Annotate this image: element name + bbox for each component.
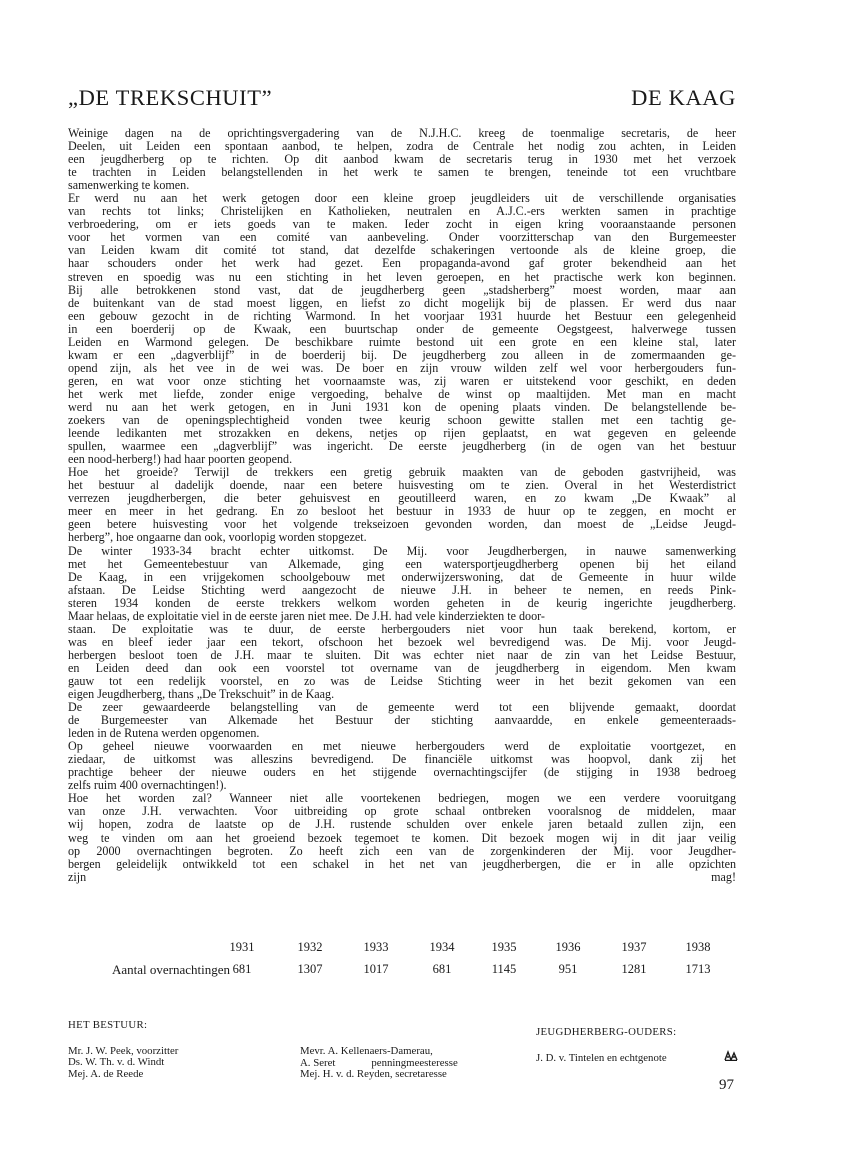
stats-value-cell: 1017 (363, 962, 389, 976)
text-line: haar schouders onder het werk had gezet. Een propaganda-avond gaf groter bekendheid aan het (68, 257, 736, 271)
bestuur-member-name: A. Seret (300, 1056, 336, 1069)
text-line: de Burgemeester van Alkemade het Bestuur der stichting aanvaardde, en enkele gemeenteraads- (68, 714, 736, 728)
text-line: een nood-herberg!) had haar poorten geopend. (68, 453, 293, 467)
text-line: Op geheel nieuwe voorwaarden en met nieuwe herbergouders werd de exploitatie voortgezet, en (68, 740, 736, 754)
text-line: gauw tot een redelijk voorstel, en zo was de Leidse Stichting weer in het bezit gekomen van een (68, 674, 736, 688)
page-number: 97 (719, 1077, 734, 1093)
text-line: was en bleef ieder jaar een tekort, ofschoon het bezoek wel bevredigend was. De Mij. voor Jeugd- (68, 635, 736, 649)
stats-years-row (68, 940, 736, 962)
jeugdherberg-logo-icon (724, 1050, 738, 1061)
ouders-name: J. D. v. Tintelen en echtgenote (536, 1051, 667, 1064)
bestuur-column-2 (300, 1046, 458, 1081)
text-line: samenwerking te komen. (68, 179, 190, 193)
text-line: geren, en wat voor onze stichting het voornaamste was, zij waren er uitstekend voor geschikt, en deden (68, 374, 736, 388)
text-line: leden in de Rutena werden opgenomen. (68, 727, 260, 741)
stats-value-cell: 681 (432, 962, 452, 976)
text-line: het werk met liefde, zonder enige vergoeding, behalve de winst op maaltijden. Met man en macht (68, 387, 736, 401)
text-line: Bij alle betrokkenen stond vast, dat de jeugdherberg geen „stadsherberg” moest worden, maar aan (68, 283, 736, 297)
document-page (68, 0, 736, 1166)
text-line: Er werd nu aan het werk getogen door een kleine groep jeugdleiders uit de verschillende organisaties (68, 192, 736, 206)
text-line: wij hopen, zodra de laatste op de J.H. rustende schulden over enkele jaren betaald zullen zijn, een (68, 818, 736, 832)
bestuur-member: Ds. W. Th. v. d. Windt (68, 1056, 165, 1068)
stats-value-cell: 1713 (685, 962, 711, 976)
stats-value-cell: 1145 (491, 962, 517, 976)
stats-value-cell: 1281 (621, 962, 647, 976)
bestuur-member: Mevr. A. Kellenaers-Damerau, (300, 1045, 433, 1057)
text-line: staan. De exploitatie was te duur, de eerste herbergouders niet voor hun taak berekend, kortom, er (68, 622, 736, 636)
stats-year-cell: 1934 (429, 940, 455, 954)
bestuur-heading: HET BESTUUR: (68, 1019, 148, 1031)
text-line: op 2000 overnachtingen begroten. Zo heeft zich een van de zorgenkinderen der Mij. voor Jeugdher- (68, 844, 736, 858)
text-line: steren 1934 konden de eerste trekkers welkom worden geheten in de keurig ingerichte jeugdherberg. (68, 596, 736, 610)
text-line: Maar helaas, de exploitatie viel in de eerste jaren niet mee. De J.H. had vele kinderziekten te door- (68, 609, 545, 623)
stats-year-cell: 1937 (621, 940, 647, 954)
stats-value-cell: 681 (232, 962, 252, 976)
stats-value-cell: 951 (558, 962, 578, 976)
text-line: zoekers van de openingsplechtigheid vonden twee keurig schoon gewitte stallen met een tachtig ge- (68, 414, 736, 428)
bestuur-member-role: penningmeesteresse (371, 1056, 458, 1069)
page-header (68, 85, 736, 115)
text-line: De Kaag, in een vrijgekomen schoolgebouw met onderwijzerswoning, dat de Gemeente in huur wilde (68, 570, 736, 584)
text-line: de buitenkant van de stad moest liggen, en liefst zo dicht mogelijk bij de plassen. Er werd dus naar (68, 296, 736, 310)
stats-value-cell: 1307 (297, 962, 323, 976)
text-line: De winter 1933-34 bracht echter uitkomst. De Mij. voor Jeugdherbergen, in nauwe samenwerking (68, 544, 736, 558)
bestuur-member: Mej. H. v. d. Reyden, secretaresse (300, 1068, 447, 1080)
text-line: te trachten in Leiden belangstellenden in het werk te samen te brengen, teneinde tot een vruchtbare (68, 166, 736, 180)
stats-year-cell: 1938 (685, 940, 711, 954)
text-line: verbroedering, om er iets goeds van te maken. Ieder zocht in eigen kring vooraanstaande personen (68, 218, 736, 232)
text-line: geen betere huisvesting voor het volgende trekseizoen gevonden worden, dan moest de „Leidse Jeugd- (68, 518, 736, 532)
stats-label: Aantal overnachtingen (112, 962, 231, 977)
text-line: herberg”, hoe ongaarne dan ook, voorlopig worden stopgezet. (68, 531, 367, 545)
ouders-column (536, 1027, 676, 1064)
article-title: „DE TREKSCHUIT” (68, 85, 273, 110)
ouders-heading: JEUGDHERBERG-OUDERS: (536, 1026, 677, 1038)
text-line: ziedaar, de uitkomst was alleszins bevredigend. De financiële uitkomst was hoopvol, dank zij het (68, 753, 736, 767)
text-line: weg te vinden om aan het groeiend bezoek tegemoet te komen. Dit bezoek mogen wij in dit jaar veilig (68, 831, 736, 845)
overnight-stats-table (68, 940, 736, 984)
text-line: Weinige dagen na de oprichtingsvergadering van de N.J.H.C. kreeg de toenmalige secretaris, de heer (68, 127, 736, 140)
text-line: prachtige beheer der nieuwe ouders en het stijgende overnachtingscijfer (de stijging in 1938 bedroeg (68, 766, 736, 780)
location-title: DE KAAG (631, 85, 736, 110)
text-line: van Leiden kwam dit comité tot stand, dat dezelfde schakeringen vertoonde als de kleine groep, die (68, 244, 736, 258)
text-line: afstaan. De Leidse Stichting werd aangezocht de nieuwe J.H. in beheer te nemen, en reeds Pink- (68, 583, 736, 597)
article-body (68, 127, 736, 884)
stats-values-row (68, 962, 736, 984)
stats-year-cell: 1933 (363, 940, 389, 954)
text-line: eigen Jeugdherberg, thans „De Trekschuit” in de Kaag. (68, 688, 335, 702)
text-line: met het Gemeentebestuur van Alkemade, ging een watersportjeugdherberg openen bij het eiland (68, 557, 736, 571)
bestuur-member: Mej. A. de Reede (68, 1067, 144, 1080)
text-line: van onze J.H. verwachten. Voor uitbreiding op grote schaal ontbreken vooralsnog de middelen, maar (68, 805, 736, 819)
text-line: zelfs ruim 400 overnachtingen!). (68, 779, 227, 793)
text-line: Deelen, uit Leiden een spontaan aanbod, te helpen, zodra de Centrale het nodig zou achten, in Leiden (68, 140, 736, 154)
text-line: een gebouw gezocht in de richting Warmond. In het voorjaar 1931 huurde het Bestuur een gelegenheid (68, 309, 736, 323)
text-line: herbergen besloot toen de J.H. maar te sluiten. Dit was echter niet naar de zin van het Leidse Bestuur, (68, 648, 736, 662)
text-line: een jeugdherberg op te richten. Op dit aanbod kwam de secretaris terug in 1930 met het verzoek (68, 153, 736, 167)
text-line: De zeer gewaardeerde belangstelling van de gemeente werd tot een blijvende gemaakt, doordat (68, 701, 736, 715)
text-line: bergen geleidelijk ontwikkeld tot een schakel in het net van jeugdherbergen, die er in alle opzichten (68, 857, 736, 871)
text-line: het bestuur al dadelijk doende, naar een betere huisvesting om te zien. Overal in het Westerdistrict (68, 479, 736, 493)
bestuur-member: Mr. J. W. Peek, voorzitter (68, 1044, 179, 1057)
text-line: zijn mag! (68, 870, 736, 884)
text-line: leende ledikanten met strozakken en dekens, netjes op rijen geplaatst, en wat gegeven en geleende (68, 427, 736, 441)
text-line: kwam er een „dagverblijf” in de boerderij bij. De jeugdherberg zou alleen in de zomermaanden ge- (68, 348, 736, 362)
text-line: meer en meer in het gedrang. En zo besloot het bestuur in 1933 de huur op te zeggen, en mocht er (68, 505, 736, 519)
text-line: en Leiden deed dan ook een voorstel tot overname van de jeugdherberg in eigendom. Men kwam (68, 661, 736, 675)
bestuur-column (68, 1020, 178, 1080)
text-line: in een boerderij op de Kwaak, een buurtschap onder de gemeente Oegstgeest, halverwege tussen (68, 322, 736, 336)
text-line: streven en spoedig was nu een stichting in het leven geroepen, en het practische werk kon beginnen. (68, 270, 736, 284)
text-line: Hoe het worden zal? Wanneer niet alle voortekenen bedriegen, mogen we een verdere vooruitgang (68, 792, 736, 806)
stats-year-cell: 1935 (491, 940, 517, 954)
stats-year-cell: 1931 (229, 940, 255, 954)
text-line: voor het vormen van een comité van aanbeveling. Onder voorzitterschap van den Burgemeester (68, 231, 736, 245)
text-line: spullen, waarmee een „dagverblijf” was ingericht. De eerste jeugdherberg (in de ogen van het bestuur (68, 440, 736, 454)
text-line: Hoe het groeide? Terwijl de trekkers een gretig gebruik maakten van de geboden gastvrijheid, was (68, 466, 736, 480)
stats-year-cell: 1932 (297, 940, 323, 954)
text-line: opend zijn, als het vee in de wei was. De boer en zijn vrouw wilden zelf wel voor herbergouders fun- (68, 361, 736, 375)
text-line: van rechts tot links; Christelijken en Katholieken, neutralen en A.J.C.-ers werkten samen in prachtige (68, 205, 736, 219)
stats-year-cell: 1936 (555, 940, 581, 954)
text-line: werd nu aan het werk getogen, en in Juni 1931 kon de opening plaats vinden. De belangstellende be- (68, 400, 736, 414)
text-line: verrezen jeugdherbergen, die beter gehuisvest en geoutilleerd waren, en zo kwam „De Kwaak” al (68, 492, 736, 506)
text-line: Leiden en Warmond gelegen. De beschikbare ruimte bestond uit een grote en een kleine stal, later (68, 335, 736, 349)
